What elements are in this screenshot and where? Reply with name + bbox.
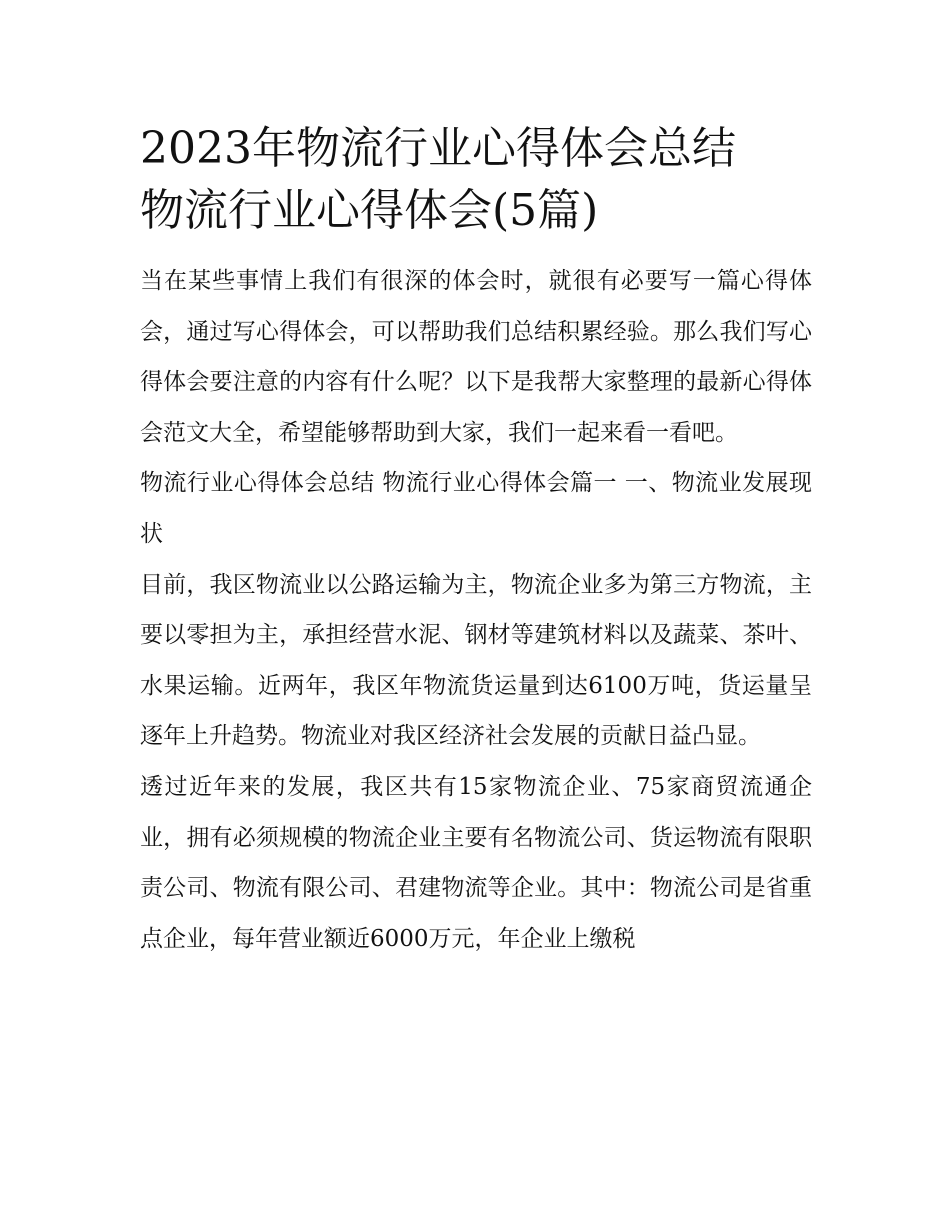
document-page <box>140 118 812 964</box>
paragraph-section-heading: 物流行业心得体会总结 物流行业心得体会篇一 一、物流业发展现状 <box>140 470 812 547</box>
title-line-2: 物流行业心得体会(5篇) <box>140 185 599 236</box>
paragraph-intro: 当在某些事情上我们有很深的体会时，就很有必要写一篇心得体会，通过写心得体会，可以帮助我们总结积累经验。那么我们写心得体会要注意的内容有什么呢？以下是我帮大家整理的最新心得体会范文大全，希望能够帮助到大家，我们一起来看一看吧。 <box>140 268 812 446</box>
paragraph-current-status: 目前，我区物流业以公路运输为主，物流企业多为第三方物流，主要以零担为主，承担经营水泥、钢材等建筑材料以及蔬菜、茶叶、水果运输。近两年，我区年物流货运量到达6100万吨，货运量呈逐年上升趋势。物流业对我区经济社会发展的贡献日益凸显。 <box>140 571 812 750</box>
title-line-1: 2023年物流行业心得体会总结 <box>140 123 736 174</box>
paragraph-enterprises: 透过近年来的发展，我区共有15家物流企业、75家商贸流通企业，拥有必须规模的物流企业主要有名物流公司、货运物流有限职责公司、物流有限公司、君建物流等企业。其中：物流公司是省重点企业，每年营业额近6000万元，年企业上缴税 <box>140 773 812 952</box>
document-title <box>140 118 812 242</box>
document-body <box>140 256 812 964</box>
